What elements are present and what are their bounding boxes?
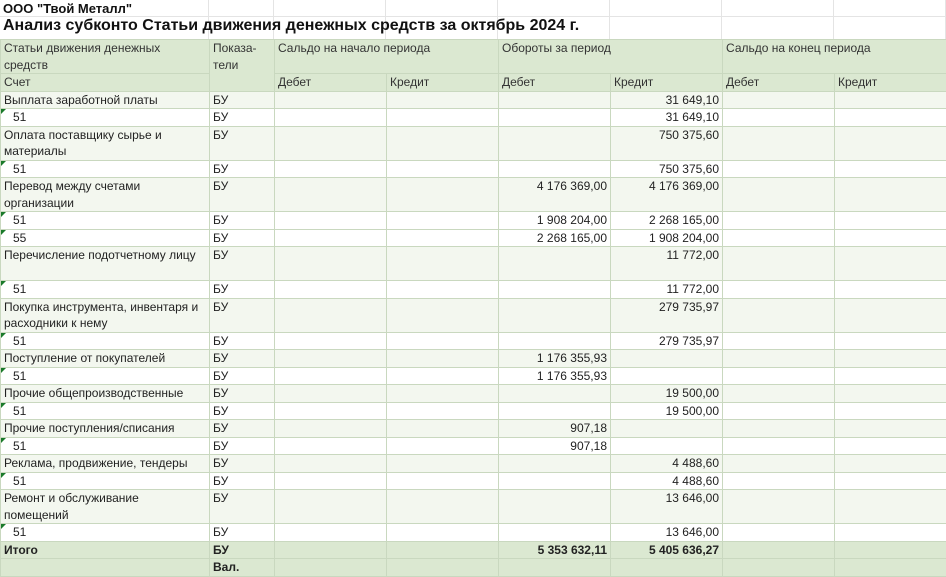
row-opening-credit xyxy=(387,437,499,455)
row-turnover-credit: 19 500,00 xyxy=(611,402,723,420)
row-closing-credit xyxy=(835,109,946,127)
row-opening-debit xyxy=(275,332,387,350)
report-table xyxy=(0,39,946,577)
row-closing-debit xyxy=(723,247,835,281)
table-row xyxy=(1,472,946,490)
row-opening-debit xyxy=(275,298,387,332)
row-turnover-debit xyxy=(499,524,611,542)
row-indicator: БУ xyxy=(210,109,275,127)
row-opening-credit xyxy=(387,420,499,438)
row-opening-debit xyxy=(275,109,387,127)
table-row xyxy=(1,437,946,455)
row-turnover-credit: 1 908 204,00 xyxy=(611,229,723,247)
row-closing-credit xyxy=(835,402,946,420)
total-indicator: БУ xyxy=(210,541,275,559)
row-account: 51 xyxy=(1,437,210,455)
row-turnover-credit: 4 488,60 xyxy=(611,472,723,490)
row-opening-debit xyxy=(275,160,387,178)
row-account: 51 xyxy=(1,524,210,542)
row-closing-debit xyxy=(723,350,835,368)
row-closing-debit xyxy=(723,229,835,247)
row-turnover-debit: 907,18 xyxy=(499,437,611,455)
row-closing-debit xyxy=(723,178,835,212)
row-indicator: БУ xyxy=(210,350,275,368)
row-turnover-debit xyxy=(499,402,611,420)
table-row xyxy=(1,91,946,109)
row-closing-credit xyxy=(835,420,946,438)
row-opening-credit xyxy=(387,350,499,368)
row-opening-debit xyxy=(275,281,387,299)
row-closing-credit xyxy=(835,126,946,160)
row-opening-credit xyxy=(387,332,499,350)
table-row xyxy=(1,109,946,127)
row-turnover-credit: 13 646,00 xyxy=(611,490,723,524)
row-turnover-credit: 4 176 369,00 xyxy=(611,178,723,212)
row-article-name: Реклама, продвижение, тендеры xyxy=(1,455,210,473)
table-row xyxy=(1,298,946,332)
table-row xyxy=(1,281,946,299)
row-opening-debit xyxy=(275,367,387,385)
row-turnover-credit: 750 375,60 xyxy=(611,126,723,160)
row-closing-debit xyxy=(723,367,835,385)
total-turnover-credit: 5 405 636,27 xyxy=(611,541,723,559)
table-row xyxy=(1,367,946,385)
table-row xyxy=(1,332,946,350)
row-closing-debit xyxy=(723,437,835,455)
row-closing-credit xyxy=(835,490,946,524)
row-account: 51 xyxy=(1,402,210,420)
row-opening-credit xyxy=(387,524,499,542)
row-turnover-debit xyxy=(499,455,611,473)
row-turnover-credit: 11 772,00 xyxy=(611,247,723,281)
row-indicator: БУ xyxy=(210,247,275,281)
row-closing-debit xyxy=(723,281,835,299)
organization-name: ООО "Твой Металл" xyxy=(3,1,132,16)
row-closing-credit xyxy=(835,367,946,385)
table-row xyxy=(1,247,946,281)
row-opening-credit xyxy=(387,126,499,160)
row-closing-credit xyxy=(835,524,946,542)
row-opening-debit xyxy=(275,385,387,403)
row-turnover-credit: 19 500,00 xyxy=(611,385,723,403)
row-closing-debit xyxy=(723,524,835,542)
row-article-name: Ремонт и обслуживание помещений xyxy=(1,490,210,524)
total-turnover-debit: 5 353 632,11 xyxy=(499,541,611,559)
row-closing-credit xyxy=(835,178,946,212)
row-opening-credit xyxy=(387,490,499,524)
row-closing-credit xyxy=(835,298,946,332)
header-closing-debit: Дебет xyxy=(723,74,835,92)
row-turnover-credit: 4 488,60 xyxy=(611,455,723,473)
row-opening-debit xyxy=(275,420,387,438)
row-turnover-debit xyxy=(499,385,611,403)
row-opening-credit xyxy=(387,229,499,247)
row-opening-debit xyxy=(275,91,387,109)
row-closing-credit xyxy=(835,229,946,247)
row-opening-debit xyxy=(275,524,387,542)
row-turnover-credit: 11 772,00 xyxy=(611,281,723,299)
row-closing-debit xyxy=(723,490,835,524)
table-row xyxy=(1,126,946,160)
table-row xyxy=(1,385,946,403)
row-turnover-credit xyxy=(611,350,723,368)
header-indicators: Показа-тели xyxy=(210,40,275,92)
row-account: 51 xyxy=(1,109,210,127)
row-turnover-debit: 1 176 355,93 xyxy=(499,367,611,385)
row-indicator: БУ xyxy=(210,524,275,542)
table-row xyxy=(1,402,946,420)
row-closing-debit xyxy=(723,402,835,420)
row-closing-credit xyxy=(835,455,946,473)
row-opening-debit xyxy=(275,490,387,524)
row-indicator: БУ xyxy=(210,160,275,178)
row-opening-debit xyxy=(275,455,387,473)
header-account: Счет xyxy=(1,74,210,92)
row-indicator: БУ xyxy=(210,229,275,247)
row-turnover-credit: 2 268 165,00 xyxy=(611,212,723,230)
row-account: 51 xyxy=(1,367,210,385)
row-indicator: БУ xyxy=(210,490,275,524)
row-closing-debit xyxy=(723,472,835,490)
row-closing-debit xyxy=(723,332,835,350)
table-row xyxy=(1,490,946,524)
row-turnover-credit xyxy=(611,420,723,438)
row-account: 51 xyxy=(1,212,210,230)
header-turnover: Обороты за период xyxy=(499,40,723,74)
row-account: 55 xyxy=(1,229,210,247)
header-closing-balance: Сальдо на конец периода xyxy=(723,40,946,74)
table-row xyxy=(1,455,946,473)
row-closing-debit xyxy=(723,420,835,438)
row-opening-credit xyxy=(387,247,499,281)
total-label: Итого xyxy=(1,541,210,559)
row-article-name: Оплата поставщику сырье и материалы xyxy=(1,126,210,160)
row-turnover-debit xyxy=(499,91,611,109)
row-opening-debit xyxy=(275,229,387,247)
row-closing-debit xyxy=(723,212,835,230)
row-indicator: БУ xyxy=(210,126,275,160)
row-indicator: БУ xyxy=(210,455,275,473)
row-closing-debit xyxy=(723,109,835,127)
row-indicator: БУ xyxy=(210,298,275,332)
row-indicator: БУ xyxy=(210,178,275,212)
table-row xyxy=(1,178,946,212)
row-closing-credit xyxy=(835,281,946,299)
row-turnover-debit: 1 176 355,93 xyxy=(499,350,611,368)
header-articles: Статьи движения денежных средств xyxy=(1,40,210,74)
row-turnover-debit xyxy=(499,472,611,490)
row-opening-credit xyxy=(387,281,499,299)
row-closing-credit xyxy=(835,350,946,368)
row-turnover-debit xyxy=(499,109,611,127)
row-closing-debit xyxy=(723,160,835,178)
row-closing-credit xyxy=(835,472,946,490)
row-opening-credit xyxy=(387,212,499,230)
row-turnover-debit xyxy=(499,332,611,350)
row-indicator: БУ xyxy=(210,420,275,438)
row-indicator: БУ xyxy=(210,402,275,420)
row-opening-credit xyxy=(387,178,499,212)
row-indicator: БУ xyxy=(210,212,275,230)
row-closing-credit xyxy=(835,385,946,403)
row-closing-debit xyxy=(723,385,835,403)
row-turnover-credit: 279 735,97 xyxy=(611,332,723,350)
row-indicator: БУ xyxy=(210,385,275,403)
table-row xyxy=(1,229,946,247)
row-turnover-credit xyxy=(611,367,723,385)
row-article-name: Покупка инструмента, инвентаря и расходники к нему xyxy=(1,298,210,332)
row-turnover-credit: 31 649,10 xyxy=(611,109,723,127)
row-turnover-debit xyxy=(499,126,611,160)
row-article-name: Поступление от покупателей xyxy=(1,350,210,368)
row-indicator: БУ xyxy=(210,332,275,350)
table-row xyxy=(1,350,946,368)
row-opening-debit xyxy=(275,350,387,368)
row-turnover-credit xyxy=(611,437,723,455)
table-row xyxy=(1,524,946,542)
row-opening-credit xyxy=(387,298,499,332)
row-turnover-credit: 750 375,60 xyxy=(611,160,723,178)
row-closing-debit xyxy=(723,455,835,473)
row-opening-debit xyxy=(275,247,387,281)
row-closing-debit xyxy=(723,298,835,332)
row-closing-credit xyxy=(835,247,946,281)
row-closing-credit xyxy=(835,160,946,178)
row-indicator: БУ xyxy=(210,437,275,455)
total-indicator-currency: Вал. xyxy=(210,559,275,577)
row-turnover-debit xyxy=(499,281,611,299)
row-article-name: Перечисление подотчетному лицу xyxy=(1,247,210,281)
table-row xyxy=(1,420,946,438)
row-article-name: Прочие поступления/списания xyxy=(1,420,210,438)
row-opening-credit xyxy=(387,367,499,385)
row-indicator: БУ xyxy=(210,472,275,490)
row-article-name: Выплата заработной платы xyxy=(1,91,210,109)
row-opening-credit xyxy=(387,455,499,473)
row-indicator: БУ xyxy=(210,281,275,299)
row-account: 51 xyxy=(1,472,210,490)
row-indicator: БУ xyxy=(210,91,275,109)
header-turnover-credit: Кредит xyxy=(611,74,723,92)
row-indicator: БУ xyxy=(210,367,275,385)
header-turnover-debit: Дебет xyxy=(499,74,611,92)
row-closing-credit xyxy=(835,437,946,455)
row-turnover-debit xyxy=(499,490,611,524)
row-account: 51 xyxy=(1,281,210,299)
row-turnover-debit: 907,18 xyxy=(499,420,611,438)
row-opening-credit xyxy=(387,402,499,420)
row-opening-credit xyxy=(387,109,499,127)
row-closing-credit xyxy=(835,91,946,109)
row-opening-debit xyxy=(275,212,387,230)
row-opening-credit xyxy=(387,385,499,403)
row-opening-credit xyxy=(387,160,499,178)
row-turnover-credit: 31 649,10 xyxy=(611,91,723,109)
row-account: 51 xyxy=(1,160,210,178)
row-closing-credit xyxy=(835,332,946,350)
row-opening-debit xyxy=(275,402,387,420)
row-opening-credit xyxy=(387,472,499,490)
row-turnover-debit xyxy=(499,160,611,178)
row-closing-credit xyxy=(835,212,946,230)
report-title: Анализ субконто Статьи движения денежных средств за октябрь 2024 г. xyxy=(3,17,579,35)
row-turnover-debit: 1 908 204,00 xyxy=(499,212,611,230)
row-opening-credit xyxy=(387,91,499,109)
row-turnover-debit xyxy=(499,247,611,281)
row-turnover-debit xyxy=(499,298,611,332)
row-opening-debit xyxy=(275,126,387,160)
row-account: 51 xyxy=(1,332,210,350)
header-opening-balance: Сальдо на начало периода xyxy=(275,40,499,74)
row-opening-debit xyxy=(275,178,387,212)
row-closing-debit xyxy=(723,126,835,160)
row-article-name: Прочие общепроизводственные xyxy=(1,385,210,403)
row-opening-debit xyxy=(275,437,387,455)
header-opening-debit: Дебет xyxy=(275,74,387,92)
table-row xyxy=(1,160,946,178)
table-row xyxy=(1,212,946,230)
row-turnover-credit: 279 735,97 xyxy=(611,298,723,332)
row-closing-debit xyxy=(723,91,835,109)
row-turnover-credit: 13 646,00 xyxy=(611,524,723,542)
header-closing-credit: Кредит xyxy=(835,74,946,92)
header-opening-credit: Кредит xyxy=(387,74,499,92)
row-opening-debit xyxy=(275,472,387,490)
row-turnover-debit: 4 176 369,00 xyxy=(499,178,611,212)
row-article-name: Перевод между счетами организации xyxy=(1,178,210,212)
row-turnover-debit: 2 268 165,00 xyxy=(499,229,611,247)
